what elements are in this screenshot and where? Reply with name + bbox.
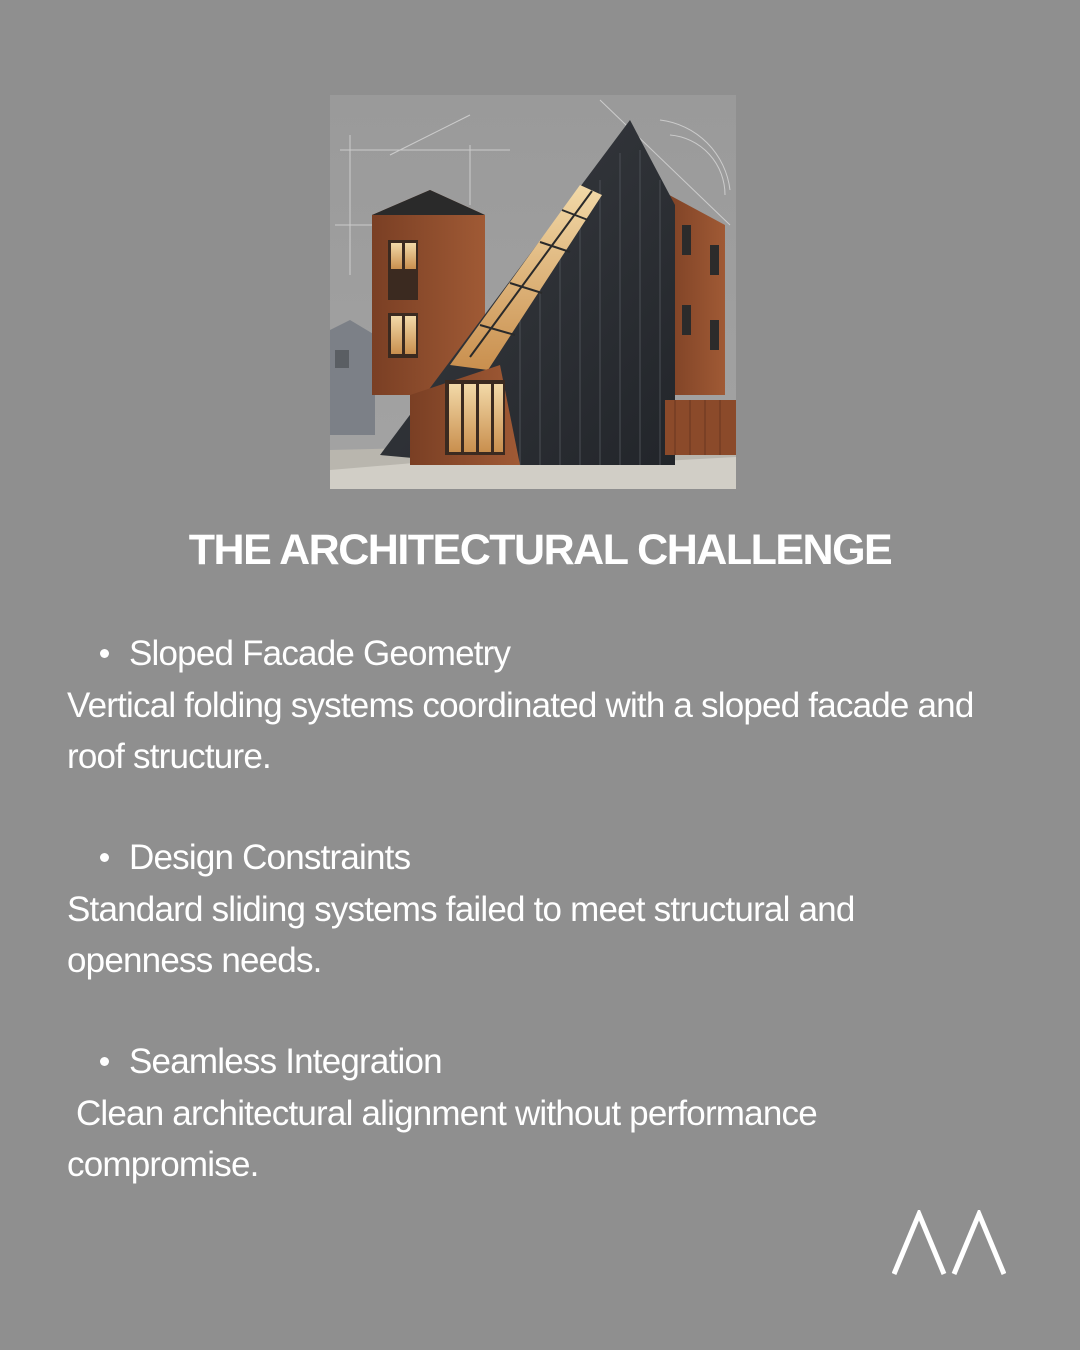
list-item-description: Vertical folding systems coordinated with a sloped facade and roof structure. [67, 686, 983, 776]
list-item-description: Clean architectural alignment without performance compromise. [67, 1094, 826, 1184]
list-item-label: Design Constraints [129, 838, 411, 877]
bullet-icon [100, 853, 109, 862]
page-title: THE ARCHITECTURAL CHALLENGE [188, 526, 892, 574]
house-illustration-icon [330, 95, 736, 489]
brand-logo-icon [892, 1210, 1006, 1276]
bullet-icon [100, 1057, 109, 1066]
list-item-description: Standard sliding systems failed to meet structural and openness needs. [67, 890, 864, 980]
list-item-label: Seamless Integration [129, 1042, 442, 1081]
bullet-icon [100, 649, 109, 658]
hero-house-image [330, 95, 736, 489]
list-item-label: Sloped Facade Geometry [129, 634, 511, 673]
